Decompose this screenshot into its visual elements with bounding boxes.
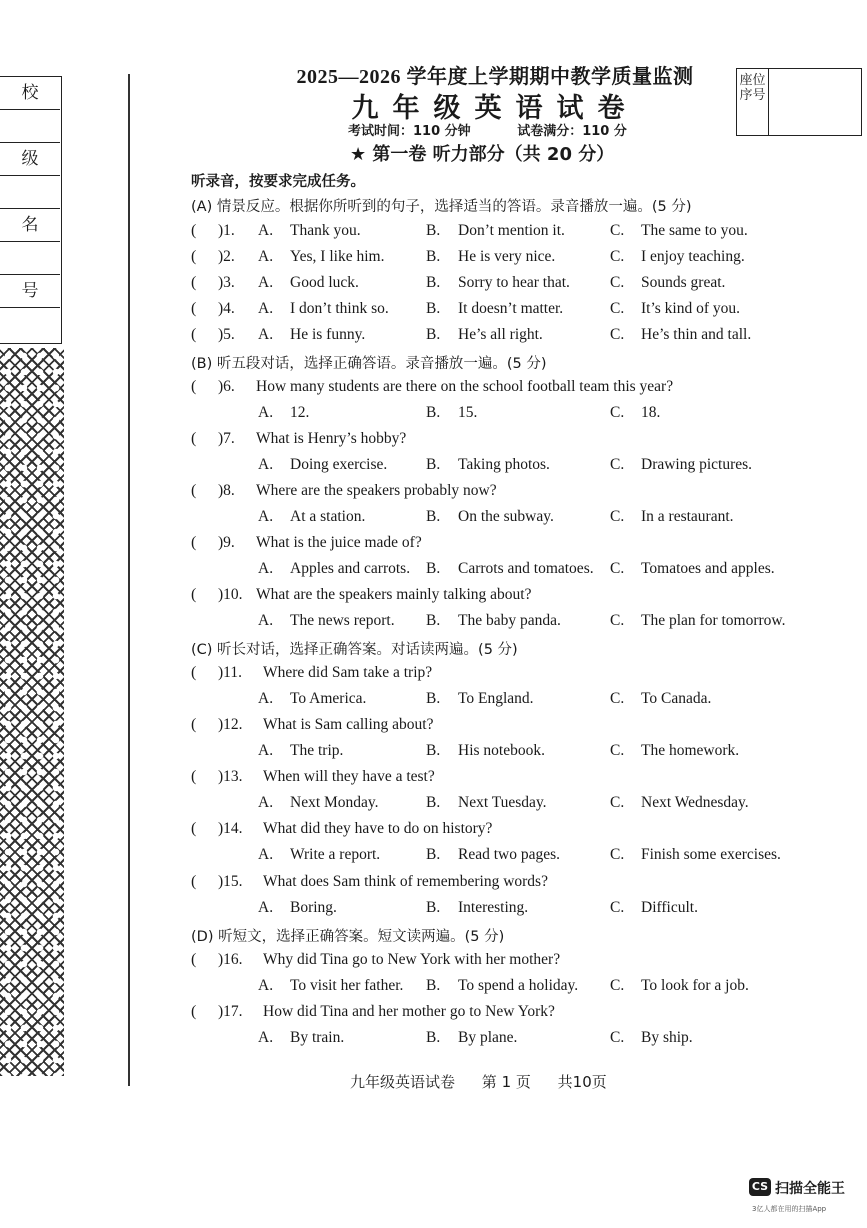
option-letter-c: C. xyxy=(610,456,625,473)
answer-blank: ( xyxy=(191,326,197,343)
option-b: It doesn’t matter. xyxy=(458,300,564,317)
scanner-name: 扫描全能王 xyxy=(775,1181,845,1197)
option-a: Apples and carrots. xyxy=(290,560,411,577)
option-letter-b: B. xyxy=(426,274,441,291)
option-c: He’s thin and tall. xyxy=(641,326,752,343)
option-letter-b: B. xyxy=(426,899,441,916)
answer-blank: ( xyxy=(191,222,197,239)
option-a: He is funny. xyxy=(290,326,366,343)
option-b: Next Tuesday. xyxy=(458,794,547,811)
answer-blank: ( xyxy=(191,716,197,733)
option-letter-c: C. xyxy=(610,404,625,421)
question-number: )17. xyxy=(218,1003,243,1020)
option-c: It’s kind of you. xyxy=(641,300,741,317)
section-a-heading: (A) 情景反应。根据你所听到的句子，选择适当的答语。录音播放一遍。(5 分) xyxy=(191,199,692,215)
question-number: )16. xyxy=(218,951,243,968)
option-letter-b: B. xyxy=(426,977,441,994)
answer-blank: ( xyxy=(191,586,197,603)
question-number: )7. xyxy=(218,430,235,447)
side-blank-2 xyxy=(0,176,60,209)
footer-page: 第 1 页 xyxy=(481,1073,531,1091)
option-letter-a: A. xyxy=(258,404,274,421)
option-c: Difficult. xyxy=(641,899,698,916)
exam-title: 2025—2026 学年度上学期期中教学质量监测 xyxy=(296,66,694,88)
question-prompt: When will they have a test? xyxy=(263,768,435,785)
option-c: Sounds great. xyxy=(641,274,726,291)
question-prompt: Why did Tina go to New York with her mother? xyxy=(263,951,561,968)
part-title: ★ 第一卷 听力部分（共 20 分） xyxy=(350,144,615,165)
option-b: He’s all right. xyxy=(458,326,543,343)
option-b: Interesting. xyxy=(458,899,529,916)
question-prompt: What did they have to do on history? xyxy=(263,820,493,837)
footer-paper-name: 九年级英语试卷 xyxy=(350,1073,456,1091)
option-c: Tomatoes and apples. xyxy=(641,560,775,577)
option-c: The plan for tomorrow. xyxy=(641,612,786,629)
option-a: Yes, I like him. xyxy=(290,248,385,265)
option-a: By train. xyxy=(290,1029,345,1046)
answer-blank: ( xyxy=(191,768,197,785)
question-number: )6. xyxy=(218,378,235,395)
question-number: )1. xyxy=(218,222,235,239)
option-letter-b: B. xyxy=(426,690,441,707)
option-b: His notebook. xyxy=(458,742,545,759)
question-prompt: What does Sam think of remembering words? xyxy=(263,873,548,890)
option-b: To England. xyxy=(458,690,534,707)
option-letter-b: B. xyxy=(426,508,441,525)
binding-pattern xyxy=(0,348,64,1076)
answer-blank: ( xyxy=(191,1003,197,1020)
answer-blank: ( xyxy=(191,482,197,499)
option-a: Boring. xyxy=(290,899,337,916)
exam-time: 考试时间：110 分钟 xyxy=(348,124,471,139)
binding-line xyxy=(128,74,130,1086)
question-number: )2. xyxy=(218,248,235,265)
option-c: By ship. xyxy=(641,1029,693,1046)
full-score: 试卷满分：110 分 xyxy=(517,124,627,139)
option-letter-a: A. xyxy=(258,690,274,707)
option-letter-a: A. xyxy=(258,742,274,759)
option-b: To spend a holiday. xyxy=(458,977,579,994)
question-number: )3. xyxy=(218,274,235,291)
option-a: To America. xyxy=(290,690,367,707)
seat-label: 座位序号 xyxy=(737,69,769,135)
option-a: I don’t think so. xyxy=(290,300,389,317)
question-number: )14. xyxy=(218,820,243,837)
question-prompt: How did Tina and her mother go to New York? xyxy=(263,1003,555,1020)
option-c: In a restaurant. xyxy=(641,508,734,525)
option-letter-c: C. xyxy=(610,300,625,317)
option-a: Thank you. xyxy=(290,222,361,239)
option-b: Taking photos. xyxy=(458,456,550,473)
option-letter-a: A. xyxy=(258,794,274,811)
scanner-logo: CS xyxy=(749,1178,771,1196)
option-letter-c: C. xyxy=(610,222,625,239)
option-letter-c: C. xyxy=(610,326,625,343)
section-b-heading: (B) 听五段对话，选择正确答语。录音播放一遍。(5 分) xyxy=(191,356,547,372)
option-c: Next Wednesday. xyxy=(641,794,749,811)
option-letter-a: A. xyxy=(258,248,274,265)
option-b: Don’t mention it. xyxy=(458,222,565,239)
option-letter-c: C. xyxy=(610,612,625,629)
answer-blank: ( xyxy=(191,378,197,395)
paper-title: 九年级英语试卷 xyxy=(351,93,639,123)
option-letter-a: A. xyxy=(258,326,274,343)
option-letter-a: A. xyxy=(258,846,274,863)
option-letter-b: B. xyxy=(426,1029,441,1046)
question-prompt: What is Sam calling about? xyxy=(263,716,434,733)
question-number: )9. xyxy=(218,534,235,551)
option-letter-c: C. xyxy=(610,248,625,265)
question-number: )15. xyxy=(218,873,243,890)
option-b: On the subway. xyxy=(458,508,554,525)
option-c: Drawing pictures. xyxy=(641,456,753,473)
answer-blank: ( xyxy=(191,248,197,265)
option-letter-a: A. xyxy=(258,222,274,239)
side-blank-4 xyxy=(0,308,60,341)
side-blank-1 xyxy=(0,110,60,143)
question-prompt: What is the juice made of? xyxy=(256,534,422,551)
option-b: The baby panda. xyxy=(458,612,561,629)
footer-total: 共10页 xyxy=(557,1073,607,1091)
side-label-school: 校 xyxy=(0,77,60,110)
option-c: The same to you. xyxy=(641,222,748,239)
side-label-grade: 级 xyxy=(0,143,60,176)
option-b: He is very nice. xyxy=(458,248,556,265)
option-letter-c: C. xyxy=(610,846,625,863)
seat-number-box xyxy=(736,68,862,136)
option-letter-b: B. xyxy=(426,326,441,343)
answer-blank: ( xyxy=(191,300,197,317)
binding-info-box xyxy=(0,76,62,344)
option-letter-b: B. xyxy=(426,248,441,265)
option-letter-a: A. xyxy=(258,274,274,291)
answer-blank: ( xyxy=(191,534,197,551)
option-letter-a: A. xyxy=(258,612,274,629)
option-letter-b: B. xyxy=(426,794,441,811)
option-a: At a station. xyxy=(290,508,366,525)
option-letter-b: B. xyxy=(426,300,441,317)
question-number: )4. xyxy=(218,300,235,317)
option-c: Finish some exercises. xyxy=(641,846,781,863)
option-letter-b: B. xyxy=(426,742,441,759)
question-number: )5. xyxy=(218,326,235,343)
question-number: )11. xyxy=(218,664,242,681)
option-letter-a: A. xyxy=(258,1029,274,1046)
option-a: Good luck. xyxy=(290,274,359,291)
question-number: )8. xyxy=(218,482,235,499)
option-b: By plane. xyxy=(458,1029,518,1046)
question-number: )13. xyxy=(218,768,243,785)
option-b: Sorry to hear that. xyxy=(458,274,570,291)
answer-blank: ( xyxy=(191,951,197,968)
option-letter-b: B. xyxy=(426,560,441,577)
option-letter-c: C. xyxy=(610,977,625,994)
option-c: To look for a job. xyxy=(641,977,749,994)
option-letter-a: A. xyxy=(258,560,274,577)
option-letter-a: A. xyxy=(258,977,274,994)
side-blank-3 xyxy=(0,242,60,275)
question-number: )12. xyxy=(218,716,243,733)
option-c: To Canada. xyxy=(641,690,712,707)
option-letter-b: B. xyxy=(426,456,441,473)
scanner-tagline: 3亿人都在用的扫描App xyxy=(752,1205,827,1213)
option-letter-a: A. xyxy=(258,456,274,473)
question-prompt: How many students are there on the school football team this year? xyxy=(256,378,674,395)
option-a: Next Monday. xyxy=(290,794,379,811)
option-letter-c: C. xyxy=(610,274,625,291)
option-letter-c: C. xyxy=(610,794,625,811)
option-letter-b: B. xyxy=(426,404,441,421)
answer-blank: ( xyxy=(191,820,197,837)
option-letter-b: B. xyxy=(426,612,441,629)
question-number: )10. xyxy=(218,586,243,603)
option-letter-b: B. xyxy=(426,846,441,863)
section-c-heading: (C) 听长对话，选择正确答案。对话读两遍。(5 分) xyxy=(191,642,518,658)
option-a: Write a report. xyxy=(290,846,381,863)
answer-blank: ( xyxy=(191,274,197,291)
option-letter-c: C. xyxy=(610,690,625,707)
answer-blank: ( xyxy=(191,430,197,447)
exam-info xyxy=(348,120,669,139)
option-letter-c: C. xyxy=(610,899,625,916)
option-letter-c: C. xyxy=(610,742,625,759)
section-d-heading: (D) 听短文，选择正确答案。短文读两遍。(5 分) xyxy=(191,929,505,945)
option-letter-c: C. xyxy=(610,508,625,525)
option-a: The news report. xyxy=(290,612,395,629)
instructions: 听录音，按要求完成任务。 xyxy=(191,174,365,190)
option-b: Carrots and tomatoes. xyxy=(458,560,594,577)
option-a: The trip. xyxy=(290,742,344,759)
option-a: 12. xyxy=(290,404,310,421)
side-label-number: 号 xyxy=(0,275,60,308)
question-prompt: Where did Sam take a trip? xyxy=(263,664,433,681)
question-prompt: What are the speakers mainly talking about? xyxy=(256,586,532,603)
answer-blank: ( xyxy=(191,664,197,681)
option-c: The homework. xyxy=(641,742,740,759)
option-c: I enjoy teaching. xyxy=(641,248,745,265)
option-letter-c: C. xyxy=(610,1029,625,1046)
option-a: To visit her father. xyxy=(290,977,404,994)
option-letter-a: A. xyxy=(258,899,274,916)
page-footer xyxy=(350,1071,629,1092)
question-prompt: Where are the speakers probably now? xyxy=(256,482,497,499)
option-a: Doing exercise. xyxy=(290,456,388,473)
option-b: 15. xyxy=(458,404,478,421)
option-letter-a: A. xyxy=(258,300,274,317)
answer-blank: ( xyxy=(191,873,197,890)
option-letter-a: A. xyxy=(258,508,274,525)
side-label-name: 名 xyxy=(0,209,60,242)
option-letter-c: C. xyxy=(610,560,625,577)
option-b: Read two pages. xyxy=(458,846,561,863)
option-c: 18. xyxy=(641,404,661,421)
question-prompt: What is Henry’s hobby? xyxy=(256,430,407,447)
option-letter-b: B. xyxy=(426,222,441,239)
